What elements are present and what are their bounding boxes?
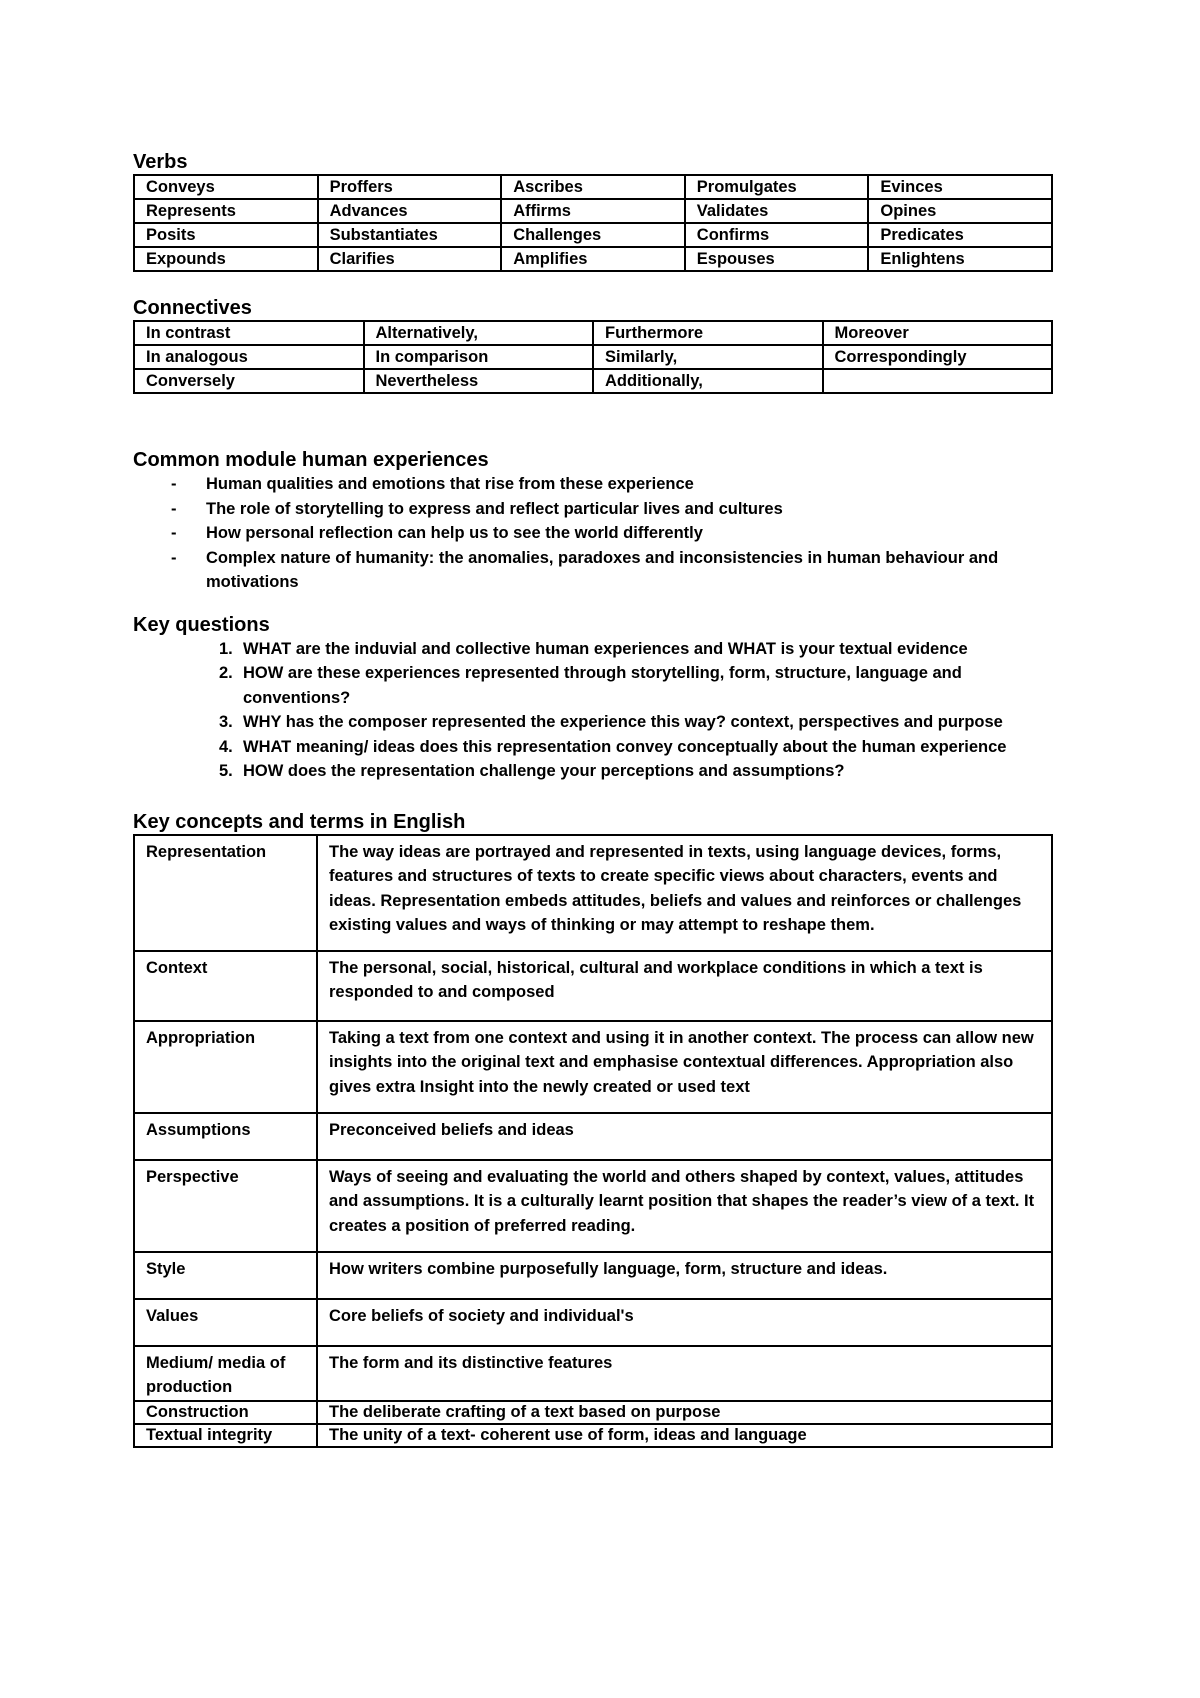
list-item: - Human qualities and emotions that rise from these experience [133, 472, 1053, 497]
verbs-heading: Verbs [133, 151, 188, 173]
key-questions-heading: Key questions [133, 613, 270, 636]
common-module-heading: Common module human experiences [133, 449, 489, 471]
term-cell: Textual integrity [134, 1424, 317, 1447]
term-cell: Style [134, 1252, 317, 1299]
verbs-cell: Predicates [868, 223, 1052, 247]
verbs-cell: Posits [134, 223, 318, 247]
term-cell: Medium/ media of production [134, 1346, 317, 1401]
verbs-cell: Evinces [868, 175, 1052, 199]
definition-cell: The deliberate crafting of a text based on purpose [317, 1401, 1052, 1424]
common-module-list [133, 472, 1053, 595]
verbs-cell: Expounds [134, 247, 318, 271]
term-cell: Appropriation [134, 1021, 317, 1113]
verbs-row [134, 175, 1052, 199]
term-row [134, 1252, 1052, 1299]
verbs-cell: Proffers [318, 175, 502, 199]
question-text: WHY has the composer represented the experience this way? context, perspectives and purpose [243, 713, 1003, 731]
definition-cell: The unity of a text- coherent use of form, ideas and language [317, 1424, 1052, 1447]
verbs-cell: Clarifies [318, 247, 502, 271]
question-text: HOW does the representation challenge your perceptions and assumptions? [243, 762, 845, 780]
verbs-cell: Ascribes [501, 175, 685, 199]
term-row [134, 1021, 1052, 1113]
verbs-cell: Validates [685, 199, 869, 223]
verbs-table [133, 174, 1053, 272]
term-row [134, 1160, 1052, 1252]
term-row [134, 835, 1052, 951]
question-number: 2. [219, 664, 233, 682]
verbs-cell: Conveys [134, 175, 318, 199]
question-text: WHAT meaning/ ideas does this representation convey conceptually about the human experience [243, 737, 1007, 756]
term-row [134, 951, 1052, 1021]
question-item [133, 710, 1053, 735]
question-number: 5. [219, 762, 233, 780]
document-page [133, 150, 1053, 1448]
key-concepts-heading: Key concepts and terms in English [133, 810, 466, 833]
verbs-cell: Enlightens [868, 247, 1052, 271]
term-cell: Perspective [134, 1160, 317, 1252]
question-number: 3. [219, 713, 233, 731]
connectives-cell: Additionally, [593, 369, 823, 393]
question-number: 4. [219, 737, 233, 756]
connectives-table [133, 320, 1053, 394]
term-row [134, 1424, 1052, 1447]
verbs-cell: Espouses [685, 247, 869, 271]
term-row [134, 1346, 1052, 1401]
definition-cell: Taking a text from one context and using it in another context. The process can allow new insights into the original text and emphasise contextual differences. Appropriation also gives extra Insight into the newly created or used text [317, 1021, 1052, 1113]
definition-cell: Ways of seeing and evaluating the world and others shaped by context, values, attitudes and assumptions. It is a culturally learnt position that shapes the reader’s view of a text. It creates a position of preferred reading. [317, 1160, 1052, 1252]
question-text: HOW are these experiences represented through storytelling, form, structure, language and conventions? [243, 664, 962, 707]
connectives-cell: In comparison [364, 345, 594, 369]
connectives-cell: Furthermore [593, 321, 823, 345]
verbs-cell: Promulgates [685, 175, 869, 199]
list-item: - How personal reflection can help us to see the world differently [133, 521, 1053, 546]
key-concepts-table [133, 834, 1053, 1448]
connectives-row [134, 321, 1052, 345]
verbs-cell: Advances [318, 199, 502, 223]
definition-cell: The personal, social, historical, cultural and workplace conditions in which a text is responded to and composed [317, 951, 1052, 1021]
list-item: - The role of storytelling to express and reflect particular lives and cultures [133, 497, 1053, 522]
term-cell: Construction [134, 1401, 317, 1424]
question-item [133, 637, 1053, 662]
question-item [133, 735, 1053, 760]
definition-cell: Core beliefs of society and individual's [317, 1299, 1052, 1346]
verbs-row [134, 199, 1052, 223]
question-number: 1. [219, 639, 233, 658]
verbs-cell: Amplifies [501, 247, 685, 271]
list-item: - Complex nature of humanity: the anomalies, paradoxes and inconsistencies in human behaviour and motivations [133, 546, 1053, 595]
connectives-cell: Conversely [134, 369, 364, 393]
question-item [133, 759, 1053, 784]
key-questions-list [133, 637, 1053, 784]
definition-cell: Preconceived beliefs and ideas [317, 1113, 1052, 1160]
connectives-row [134, 369, 1052, 393]
term-cell: Values [134, 1299, 317, 1346]
question-item [133, 661, 1053, 710]
connectives-cell [823, 369, 1053, 393]
connectives-cell: Nevertheless [364, 369, 594, 393]
connectives-cell: Correspondingly [823, 345, 1053, 369]
term-row [134, 1401, 1052, 1424]
verbs-cell: Challenges [501, 223, 685, 247]
connectives-cell: In contrast [134, 321, 364, 345]
question-text: WHAT are the induvial and collective human experiences and WHAT is your textual evidence [243, 639, 968, 658]
term-row [134, 1113, 1052, 1160]
definition-cell: The form and its distinctive features [317, 1346, 1052, 1401]
connectives-cell: Alternatively, [364, 321, 594, 345]
term-cell: Representation [134, 835, 317, 951]
verbs-cell: Confirms [685, 223, 869, 247]
definition-cell: The way ideas are portrayed and represented in texts, using language devices, forms, features and structures of texts to create specific views about characters, events and ideas. Representation embeds attitudes, beliefs and values and reinforces or challenges existing values and ways of thinking or may attempt to reshape them. [317, 835, 1052, 951]
definition-cell: How writers combine purposefully language, form, structure and ideas. [317, 1252, 1052, 1299]
verbs-cell: Opines [868, 199, 1052, 223]
verbs-cell: Represents [134, 199, 318, 223]
verbs-row [134, 223, 1052, 247]
connectives-cell: In analogous [134, 345, 364, 369]
verbs-cell: Affirms [501, 199, 685, 223]
term-cell: Assumptions [134, 1113, 317, 1160]
term-row [134, 1299, 1052, 1346]
connectives-cell: Similarly, [593, 345, 823, 369]
connectives-heading: Connectives [133, 297, 252, 319]
term-cell: Context [134, 951, 317, 1021]
verbs-row [134, 247, 1052, 271]
connectives-cell: Moreover [823, 321, 1053, 345]
verbs-cell: Substantiates [318, 223, 502, 247]
connectives-row [134, 345, 1052, 369]
